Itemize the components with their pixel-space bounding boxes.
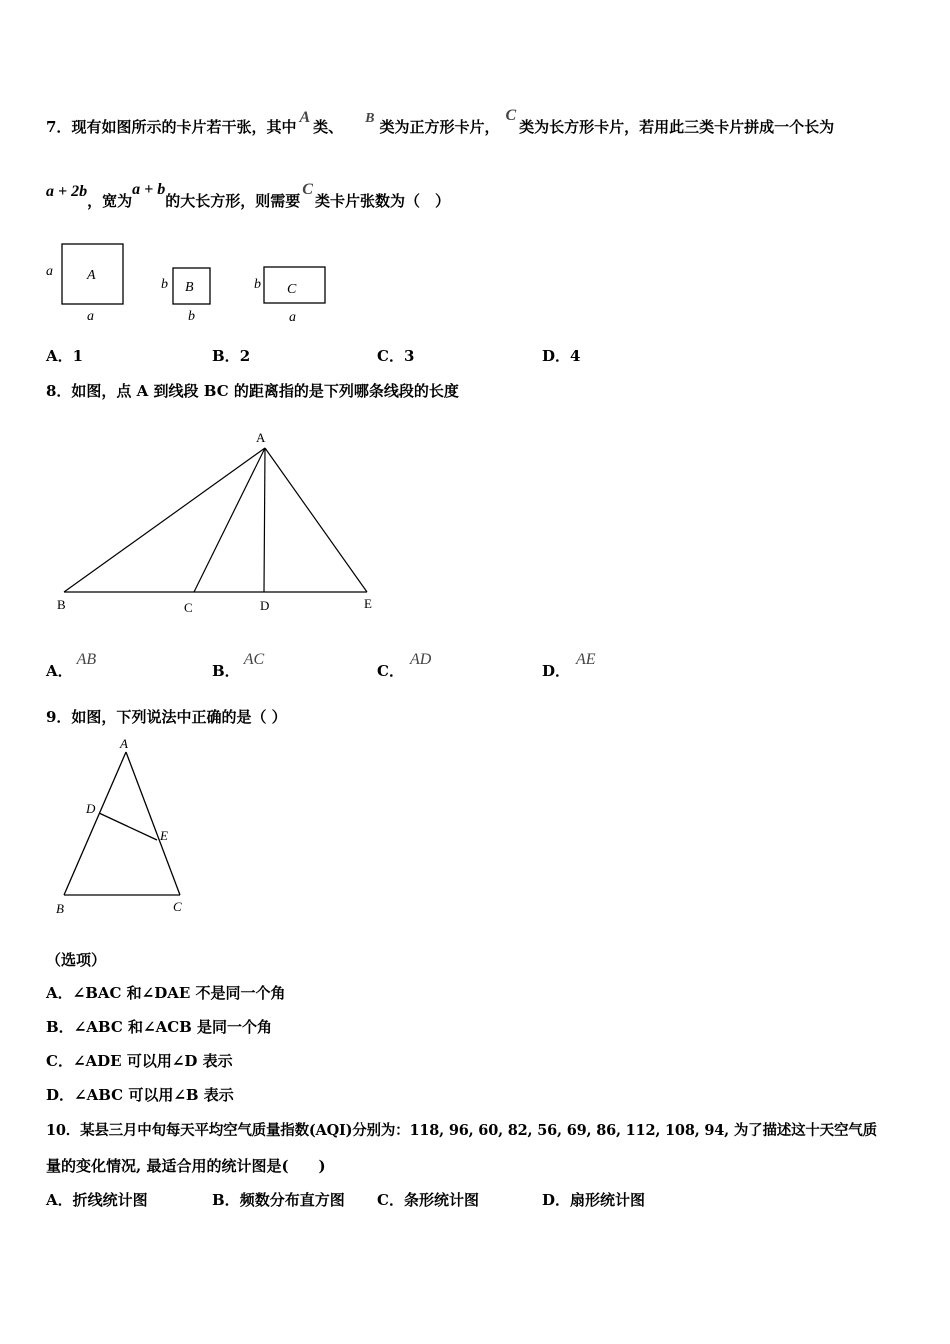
q7-text-2: 类、 <box>313 118 344 136</box>
q9-stem: 9．如图，下列说法中正确的是（ ） <box>46 708 287 726</box>
point-A-label: A <box>120 736 128 751</box>
q7-number: 7． <box>46 118 72 136</box>
point-D-label: D <box>86 801 96 816</box>
q9-option-b[interactable] <box>46 1016 272 1037</box>
q7-var-C: C <box>505 107 517 124</box>
card-B-side-bottom: b <box>188 309 195 324</box>
q7-length-expr: a + 2b <box>46 183 88 200</box>
q10-stem-line2: 量的变化情况, 最适合用的统计图是( ) <box>46 1157 326 1175</box>
point-D-label: D <box>260 598 270 613</box>
option-text: AB <box>76 651 97 668</box>
option-text: ∠ABC 和∠ACB 是同一个角 <box>73 1018 273 1036</box>
option-text: ∠BAC 和∠DAE 不是同一个角 <box>72 984 286 1002</box>
q7-text-4: 类为长方形卡片，若用此三类卡片拼成一个长为 <box>519 118 835 136</box>
point-E-label: E <box>364 596 372 611</box>
option-text: 4 <box>570 347 581 365</box>
option-text: 频数分布直方图 <box>239 1191 345 1209</box>
option-text: AD <box>409 651 432 668</box>
card-B-label: B <box>185 280 194 295</box>
option-label: A． <box>46 984 73 1002</box>
option-label: C． <box>377 1191 404 1209</box>
segment-AB <box>64 752 126 895</box>
point-B-label: B <box>57 597 66 612</box>
q9-choices-header: （选项） <box>46 951 107 969</box>
q8-stem: 8．如图，点 A 到线段 BC 的距离指的是下列哪条线段的长度 <box>46 382 459 400</box>
option-label: D． <box>46 1086 75 1104</box>
point-A-label: A <box>256 430 266 445</box>
segment-AC <box>126 752 180 895</box>
q10-option-d[interactable] <box>542 1189 645 1210</box>
q10-option-c[interactable] <box>377 1189 479 1210</box>
option-label: C． <box>46 1052 73 1070</box>
q7-text-3: 类为正方形卡片， <box>379 118 500 136</box>
q9-option-d[interactable] <box>46 1084 234 1105</box>
card-C-side-bottom: a <box>289 310 296 325</box>
q7-var-A: A <box>299 109 311 126</box>
option-text: AE <box>576 651 596 668</box>
option-text: 折线统计图 <box>72 1191 148 1209</box>
q9-option-c[interactable] <box>46 1050 233 1071</box>
option-label: D． <box>542 1191 571 1209</box>
option-label: B． <box>212 1191 240 1209</box>
option-text: 2 <box>239 347 251 365</box>
option-label: B． <box>212 662 240 680</box>
q9-option-a[interactable] <box>46 982 286 1003</box>
card-A-label: A <box>87 268 96 283</box>
option-label: B． <box>46 1018 74 1036</box>
option-label: C． <box>377 347 404 365</box>
card-C-side-left: b <box>254 277 261 292</box>
point-E-label: E <box>160 828 168 843</box>
option-text: ∠ABC 可以用∠B 表示 <box>74 1086 234 1104</box>
point-B-label: B <box>56 901 64 916</box>
option-label: A． <box>46 662 73 680</box>
option-label: D． <box>542 347 571 365</box>
card-A-side-left: a <box>46 264 53 279</box>
point-C-label: C <box>184 600 193 615</box>
option-text: 条形统计图 <box>403 1191 479 1209</box>
option-text: ∠ADE 可以用∠D 表示 <box>72 1052 233 1070</box>
card-C-label: C <box>287 282 297 297</box>
q7-var-C2: C <box>302 181 313 198</box>
q10-option-a[interactable] <box>46 1189 148 1210</box>
option-text: 3 <box>403 347 415 365</box>
q7-text-7: 类卡片张数为（ ） <box>314 192 450 210</box>
q7-text-5: ，宽为 <box>87 192 133 210</box>
q10-option-b[interactable] <box>212 1189 345 1210</box>
option-label: A． <box>46 1191 73 1209</box>
card-A-side-bottom: a <box>87 309 94 324</box>
option-text: 扇形统计图 <box>570 1191 646 1209</box>
q7-text-6: 的大长方形，则需要 <box>165 192 301 210</box>
option-label: C． <box>377 662 404 680</box>
option-label: A． <box>46 347 73 365</box>
option-label: D． <box>542 662 571 680</box>
q7-var-B: B <box>365 111 375 126</box>
q10-stem-line1: 10．某县三月中旬每天平均空气质量指数(AQI)分别为：118, 96, 60, 82, 56, 69, 86, 112, 108, 94, 为了描述这十天空气质 <box>46 1122 877 1139</box>
option-text: AC <box>243 651 265 668</box>
point-C-label: C <box>173 899 182 914</box>
segment-DE <box>99 813 157 840</box>
option-text: 1 <box>72 347 84 365</box>
card-B-side-left: b <box>161 277 168 292</box>
q7-width-expr: a + b <box>132 181 166 198</box>
q7-text-1: 现有如图所示的卡片若干张，其中 <box>71 118 297 136</box>
option-label: B． <box>212 347 240 365</box>
